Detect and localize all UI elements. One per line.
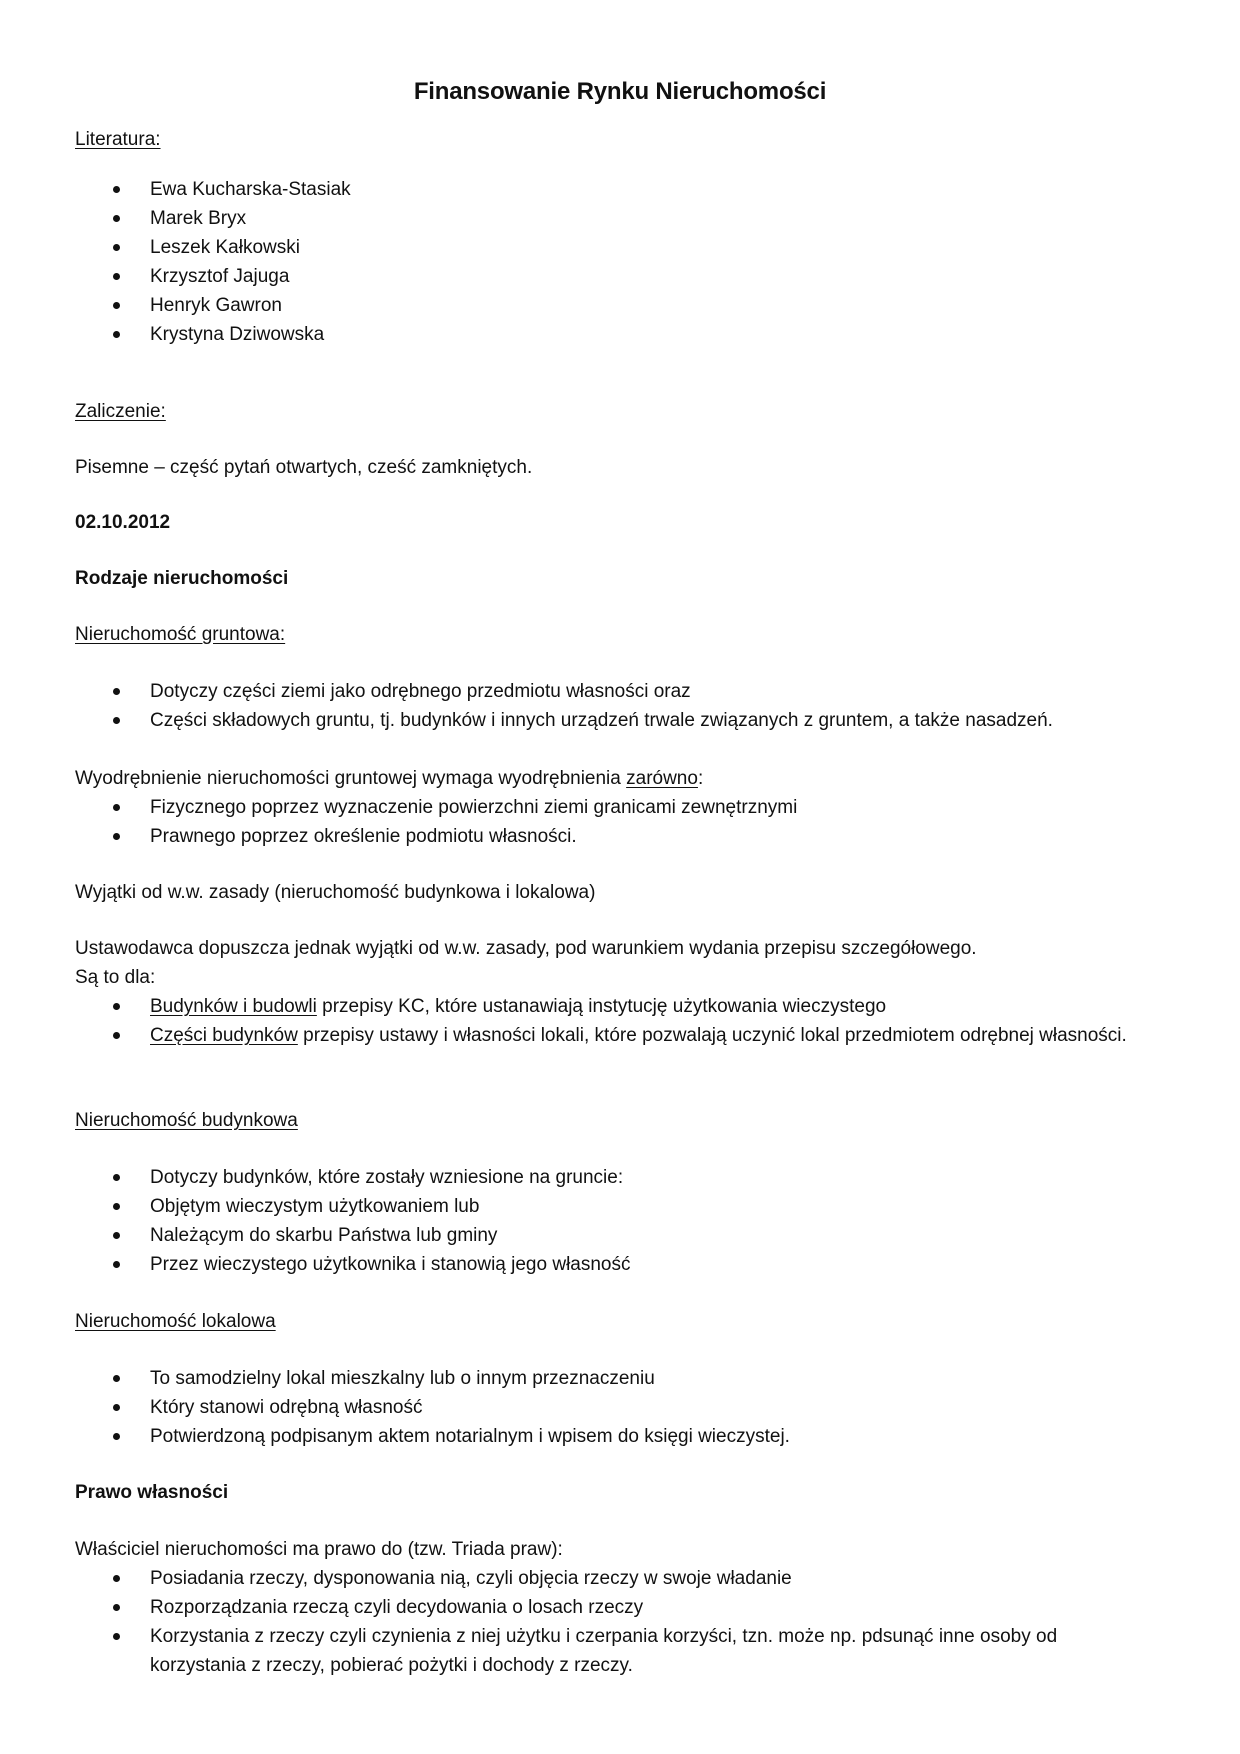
wyjatki-text: Wyjątki od w.w. zasady (nieruchomość budynkowa i lokalowa) bbox=[75, 882, 596, 903]
list-item: Potwierdzoną podpisanym aktem notarialnym i wpisem do księgi wieczystej. bbox=[75, 1422, 1130, 1451]
list-item: Krzysztof Jajuga bbox=[75, 262, 1130, 291]
list-item: Dotyczy budynków, które zostały wzniesione na gruncie: bbox=[75, 1163, 1130, 1192]
lokalowa-heading: Nieruchomość lokalowa bbox=[75, 1311, 276, 1332]
prawo-intro: Właściciel nieruchomości ma prawo do (tzw. Triada praw): bbox=[75, 1539, 563, 1560]
list-item: Części budynków przepisy ustawy i własności lokali, które pozwalają uczynić lokal przedmiotem odrębnej własności. bbox=[75, 1021, 1130, 1050]
document-title: Finansowanie Rynku Nieruchomości bbox=[413, 78, 827, 105]
list-item: Fizycznego poprzez wyznaczenie powierzchni ziemi granicami zewnętrznymi bbox=[75, 793, 1130, 822]
zaliczenie-heading: Zaliczenie: bbox=[75, 401, 166, 422]
list-item: Dotyczy części ziemi jako odrębnego przedmiotu własności oraz bbox=[75, 677, 1130, 706]
wyodrebnienie-list bbox=[75, 793, 1130, 851]
gruntowa-heading: Nieruchomość gruntowa: bbox=[75, 624, 286, 645]
prawo-list bbox=[75, 1564, 1130, 1680]
list-item: Przez wieczystego użytkownika i stanowią jego własność bbox=[75, 1250, 1130, 1279]
zaliczenie-text: Pisemne – część pytań otwartych, cześć zamkniętych. bbox=[75, 457, 533, 478]
list-item: Objętym wieczystym użytkowaniem lub bbox=[75, 1192, 1130, 1221]
ustawodawca-line2: Są to dla: bbox=[75, 967, 156, 988]
ustawodawca-list bbox=[75, 992, 1130, 1050]
list-item: Należącym do skarbu Państwa lub gminy bbox=[75, 1221, 1130, 1250]
list-item: Krystyna Dziwowska bbox=[75, 320, 1130, 349]
list-item: Leszek Kałkowski bbox=[75, 233, 1130, 262]
ustawodawca-line1: Ustawodawca dopuszcza jednak wyjątki od w.w. zasady, pod warunkiem wydania przepisu szczegółowego. bbox=[75, 938, 977, 959]
list-item: Ewa Kucharska-Stasiak bbox=[75, 175, 1130, 204]
literatura-heading: Literatura: bbox=[75, 129, 161, 150]
list-item: Części składowych gruntu, tj. budynków i innych urządzeń trwale związanych z gruntem, a także nasadzeń. bbox=[75, 706, 1130, 735]
section-date: 02.10.2012 bbox=[75, 512, 171, 533]
list-item: Prawnego poprzez określenie podmiotu własności. bbox=[75, 822, 1130, 851]
list-item: Rozporządzania rzeczą czyli decydowania o losach rzeczy bbox=[75, 1593, 1130, 1622]
wyodrebnienie-text: Wyodrębnienie nieruchomości gruntowej wymaga wyodrębnienia zarówno: bbox=[75, 768, 704, 789]
budynkowa-list bbox=[75, 1163, 1130, 1279]
list-item: Henryk Gawron bbox=[75, 291, 1130, 320]
literatura-list bbox=[75, 175, 1130, 349]
rodzaje-heading: Rodzaje nieruchomości bbox=[75, 568, 289, 589]
budynkowa-heading: Nieruchomość budynkowa bbox=[75, 1110, 298, 1131]
list-item: Budynków i budowli przepisy KC, które ustanawiają instytucję użytkowania wieczystego bbox=[75, 992, 1130, 1021]
list-item: Który stanowi odrębną własność bbox=[75, 1393, 1130, 1422]
list-item: Posiadania rzeczy, dysponowania nią, czyli objęcia rzeczy w swoje władanie bbox=[75, 1564, 1130, 1593]
list-item: Marek Bryx bbox=[75, 204, 1130, 233]
lokalowa-list bbox=[75, 1364, 1130, 1451]
prawo-heading: Prawo własności bbox=[75, 1482, 229, 1503]
list-item: Korzystania z rzeczy czyli czynienia z niej użytku i czerpania korzyści, tzn. może np. pdsunąć inne osoby od korzystania z rzeczy, pobierać pożytki i dochody z rzeczy. bbox=[75, 1622, 1130, 1680]
gruntowa-list bbox=[75, 677, 1130, 735]
list-item: To samodzielny lokal mieszkalny lub o innym przeznaczeniu bbox=[75, 1364, 1130, 1393]
